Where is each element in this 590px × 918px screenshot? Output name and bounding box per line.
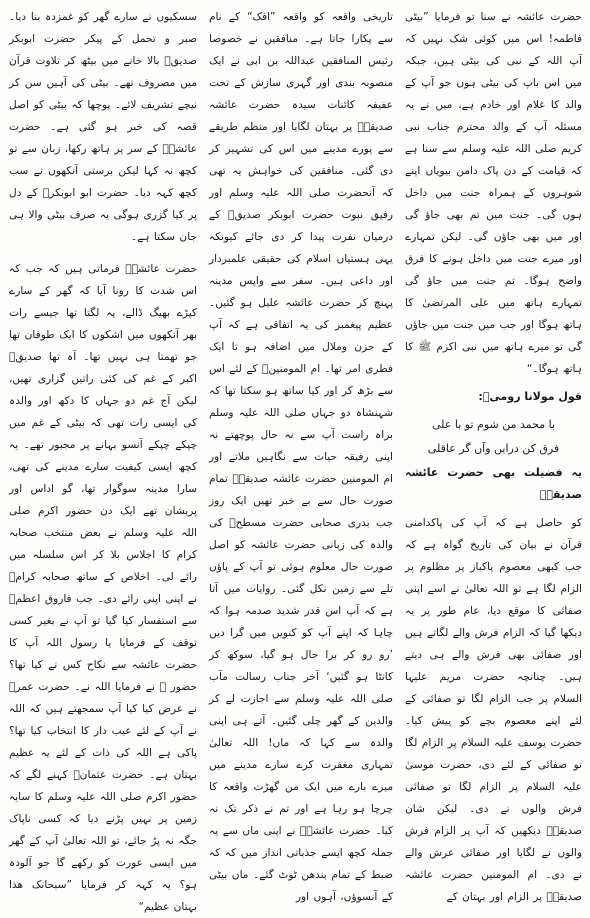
paragraph: حضرت عائشہؓ فرماتی ہیں کہ جب کہ اس شدت کا رونا آیا کہ گھر کے سارے کپڑے بھیگ ڈالے، یہ لگتا تھا جیسے رات بھر آنکھوں میں اشکوں کا ایک طوفان تھا جو تھمتا ہی نہیں تھا۔ آہ تھا صدیقؓ اکبر کے غم کی کئی راتیں گزاری تھیں، لیکن آج غم دو جہاں کا دکھ اور والدہ کی ایسی رات تھی کہ بیٹی کے غم میں چپکے چپکے آنسو بہانے پر مجبور تھے۔ یہ کچھ ایسی کیفیت سارے مدینے کی تھی، سارا مدینہ سوگوار تھا، گو اداس اور پریشان تھے ایک دن حضور اکرم صلی اللہ علیہ وسلم نے بعض منتخب صحابہ کرام کا اجلاس بلا کر اس سلسلہ میں رائے لی۔ اخلاص کے ساتھ صحابہ کرامؓ نے اپنی اپنی رائے دی۔ جب فاروق اعظمؓ سے استفسار کیا گیا تو آپ نے بغیر کسی توقف کے فرمایا یا رسول اللہ آپ کا حضرت عائشہ سے نکاح کس نے کیا تھا؟ حضور ﷺ نے فرمایا اللہ نے۔ حضرت عمرؓ نے عرض کیا کیا آپ سمجھتے ہیں کہ اللہ نے آپ کے لئے عیب دار کا انتخاب کیا تھا؟ پاکی ہے اللہ کی ذات کے لئے یہ عظیم بہتان ہے۔ حضرت عثمانؓ کہنے لگے کہ حضور اکرم صلی اللہ علیہ وسلم کا سایہ زمین پر نہیں پڑنے دیا کہ کسی ناپاک جگہ نہ پڑ جائے، تو اللہ تعالیٰ آپ کے گھر میں ایسی عورت کو رکھے گا جو آلودہ ہو؟ یہ کہہ کر فرمایا ”سبحانک ھذا بہتان عظیم“: [9, 263, 197, 913]
paragraph: حضرت عائشہ نے سنا تو فرمایا ”بیٹی فاطمہ! اس میں کوئی شک نہیں کہ آپ اللہ کے نبی کی بیٹی ہیں، جبکہ میں اس باپ کی بیٹی ہوں جو آپ کے والد کا غلام اور خادم ہے، میں نے یہ مسئلہ آپ کے والد محترم جناب نبی کریم صلی اللہ علیہ وسلم سے سنا ہے کہ قیامت کے دن پاک دامن بیویاں اپنے شوہروں کے ہمراہ جنت میں داخل ہوں گی۔ جنت میں تم بھی جاؤ گی اور میں بھی جاؤں گی۔ لیکن تمہارے اور میرے جنت میں داخل ہونے کا فرق واضح ہوگا۔ تم جنت میں جاؤ گی تمہارے ہاتھ میں علی المرتضیٰ کا ہاتھ ہوگا اور جب میں جنت میں جاؤں گی تو میرے ہاتھ میں نبی اکرم ﷺ کا ہاتھ ہوگا۔“: [405, 11, 582, 375]
paragraph: تاریخی واقعہ کو واقعہ ”افک“ کے نام سے پکارا جاتا ہے۔ منافقین نے خصوصا رئیس المنافقین عبداللہ بن ابی نے ایک منصوبہ بندی اور گہری سازش کے تحت عفیفہ کائنات سیدہ حضرت عائشہ صدیقہؓ پر بہتان لگایا اور منظم طریقے سے پورے مدینے میں اس کی تشہیر کر دی گئی۔ منافقین کی خواہش یہ تھی کہ آنحضرت صلی اللہ علیہ وسلم اور رفیق نبوت حضرت ابوبکر صدیقؓ کے درمیان نفرت پیدا کر دی جائے کیونکہ یہی ہستیاں اسلام کی حقیقی علمبردار اور داعی ہیں۔ سفر سے واپس مدینہ پہنچ کر حضرت عائشہ علیل ہو گئیں۔ عظیم پیغمبر کی یہ اتفاقی ہے کہ آپ کے حزن وملال میں اضافہ ہو تا ایک فطری امر تھا۔ ام المومنینؓ کے لئے اس سے بڑھ کر اور کیا ساتھ ہو سکتا تھا کہ شہنشاہ دو جہاں صلی اللہ علیہ وسلم براہ راست آپ سے نہ حال پوچھتے نہ اپنی رفیقہ حیات سے نگاہیں ملاتے اور ام المومنین حضرت عائشہ صدیقہؓ تمام صورت حال سے بے خبر تھیں ایک روز جب بدری صحابی حضرت مسطحؓ کی والدہ کی زبانی حضرت عائشہ کو اصل صورت حال معلوم ہوئی تو آپ کے پاؤں تلے سے زمین نکل گئی۔ روایات میں آتا ہے کہ آپ اس قدر شدید صدمہ ہوا کہ چاہا کہ اپنے آپ کو کنویں میں گرا دیں ’رو رو کر برا حال ہو گیا، سوکھ کر کانٹا ہو گئیں‘ آخر جناب رسالت مآب صلی اللہ علیہ وسلم سے اجازت لے کر والدین کے گھر چلی گئیں۔ آتے ہی اپنی والدہ سے کہا کہ ماں! اللہ تعالیٰ تمہاری مغفرت کرے سارے مدینے میں میرے بارے میں ایک من گھڑت واقعہ کا چرچا ہو رہا ہے اور تم نے ذکر تک نہ کیا۔ حضرت عائشہؓ نے اپنی ماں سے یہ جملہ کچھ ایسے جذباتی انداز میں کہ کہ ضبط کے تمام بندھن ٹوٹ گئے۔ ماں بیٹی کے آنسوؤں، آہوں اور: [209, 11, 393, 903]
poetry-line: با محمد من شوم تو با علی: [431, 418, 556, 431]
paragraph: سسکیوں نے سارے گھر کو غمزدہ بنا دیا۔ صبر و تحمل کے پیکر حضرت ابوبکر صدیقؓ بالا خانے میں بیٹھ کر تلاوت قرآن میں مصروف تھے۔ بیٹی کی آہیں سن کر نیچے تشریف لائے۔ پوچھا کہ بیٹی کو اصل قصہ کی خبر ہو گئی ہے۔ حضرت عائشہؓ کے سر پر ہاتھ رکھا، زبان سے تو کچھ نہ کہا لیکن برستی آنکھوں نے سب کچھ کہہ دیا۔ حضرت ابو ابوبکرؓ کے دل پر کیا گزری ہوگی یہ صرف بیٹی والا ہی جان سکتا ہے۔: [9, 11, 197, 243]
text-column-right: [405, 6, 582, 903]
section-subheading: یہ فضیلت بھی حضرت عائشہ صدیقہؓ: [405, 466, 582, 501]
text-column-middle: [209, 6, 393, 903]
paragraph: کو حاصل ہے کہ آپ کی پاکدامنی قرآن نے بیان کی تاریخ گواہ ہے کہ جب کبھی معصوم پاکباز پر مظلوم پر الزام لگا ہے تو اللہ تعالیٰ نے اسے اپنی صفائی کا موقع دیا، عام طور پر یہ دیکھا گیا کہ الزام فرش والے لگاتے ہیں اور صفائی بھی فرش والے ہی دیتے ہیں۔ چنانچہ حضرت مریم علیہا السلام پر جب الزام لگا تو صفائی کے لئے اپنے معصوم بچے کو پیش کیا۔ حضرت یوسف علیہ السلام پر الزام لگا تو صفائی کے لئے دی، حضرت موسیٰ علیہ السلام پر الزام لگا تو صفائی فرش والوں نے دی۔ لیکن شان صدیقہؓ دیکھیں کہ آپ پر الزام فرش والوں نے لگایا اور صفائی عرش والے نے دی۔ ام المومنین حضرت عائشہ صدیقہؓ پر الزام اور بہتان کے: [405, 517, 582, 903]
poetry-line: فرق کن درایں وآں گر عاقلی: [427, 442, 560, 455]
section-heading: قول مولانا رومیؒ:: [478, 390, 582, 403]
text-column-left: [9, 6, 197, 913]
